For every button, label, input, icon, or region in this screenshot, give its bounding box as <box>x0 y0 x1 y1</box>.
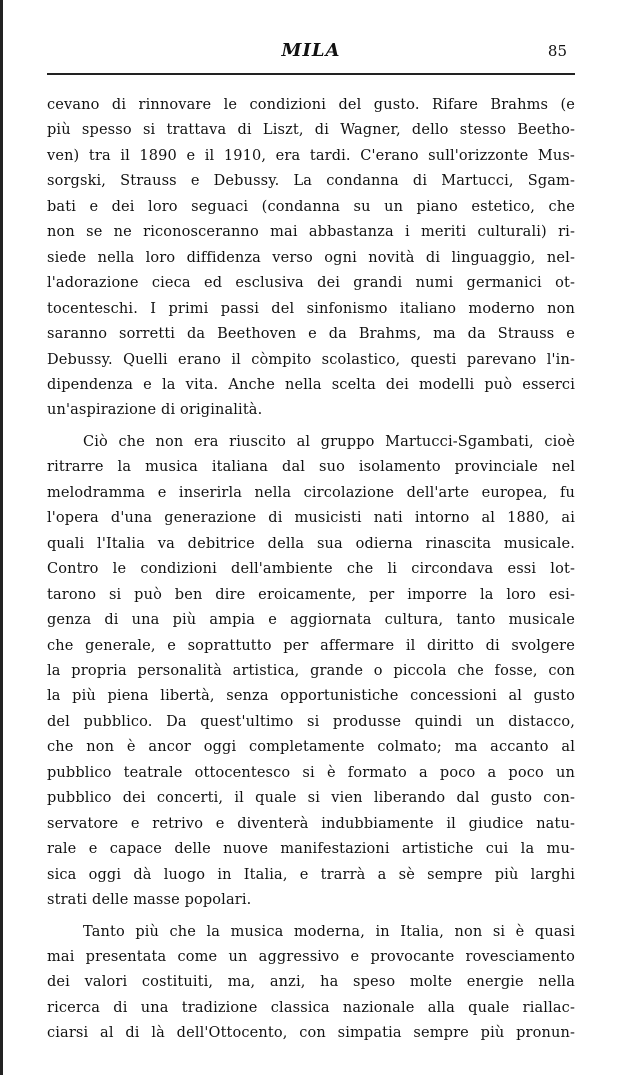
text-line: dei valori costituiti, ma, anzi, ha speso molte energie nella <box>47 974 575 991</box>
text-line: l'opera d'una generazione di musicisti nati intorno al 1880, ai <box>47 510 575 527</box>
paragraph-1 <box>47 93 575 424</box>
text-line: saranno sorretti da Beethoven e da Brahms, ma da Strauss e <box>47 326 575 343</box>
body-text <box>47 93 575 1047</box>
text-line: Tanto più che la musica moderna, in Italia, non si è quasi <box>83 923 575 940</box>
text-line: un'aspirazione di originalità. <box>47 402 263 419</box>
running-head <box>47 40 575 70</box>
text-line: servatore e retrivo e diventerà indubbiamente il giudice natu- <box>47 815 575 832</box>
header-rule <box>47 73 575 75</box>
text-line: tarono si può ben dire eroicamente, per imporre la loro esi- <box>47 586 575 603</box>
text-line: ritrarre la musica italiana dal suo isolamento provinciale nel <box>47 459 575 476</box>
text-line: pubblico teatrale ottocentesco si è formato a poco a poco un <box>47 764 575 781</box>
text-line: sica oggi dà luogo in Italia, e trarrà a sè sempre più larghi <box>47 866 575 883</box>
text-line: ven) tra il 1890 e il 1910, era tardi. C'erano sull'orizzonte Mus- <box>47 147 575 164</box>
running-head-title: MILA <box>281 40 341 61</box>
text-line: più spesso si trattava di Liszt, di Wagner, dello stesso Beetho- <box>47 122 575 139</box>
paragraph-2 <box>47 430 575 914</box>
text-line: dipendenza e la vita. Anche nella scelta dei modelli può esserci <box>47 376 575 393</box>
text-line: la propria personalità artistica, grande o piccola che fosse, con <box>47 662 575 679</box>
text-line: bati e dei loro seguaci (condanna su un piano estetico, che <box>47 198 575 215</box>
text-line: non se ne riconosceranno mai abbastanza i meriti culturali) ri- <box>47 224 575 241</box>
text-line: Ciò che non era riuscito al gruppo Martucci-Sgambati, cioè <box>83 433 575 450</box>
text-line: che non è ancor oggi completamente colmato; ma accanto al <box>47 739 575 756</box>
page-edge <box>0 0 3 1075</box>
text-line: sorgski, Strauss e Debussy. La condanna di Martucci, Sgam- <box>47 173 575 190</box>
text-line: ricerca di una tradizione classica nazionale alla quale riallac- <box>47 999 575 1016</box>
paragraph-3 <box>47 920 575 1047</box>
text-line: strati delle masse popolari. <box>47 892 252 909</box>
text-line: quali l'Italia va debitrice della sua odierna rinascita musicale. <box>47 535 575 552</box>
text-line: ciarsi al di là dell'Ottocento, con simpatia sempre più pronun- <box>47 1025 575 1042</box>
text-line: tocenteschi. I primi passi del sinfonismo italiano moderno non <box>47 300 575 317</box>
text-line: pubblico dei concerti, il quale si vien liberando dal gusto con- <box>47 790 575 807</box>
text-line: mai presentata come un aggressivo e provocante rovesciamento <box>47 948 575 965</box>
text-line: Contro le condizioni dell'ambiente che li circondava essi lot- <box>47 561 575 578</box>
text-line: cevano di rinnovare le condizioni del gusto. Rifare Brahms (e <box>47 97 575 113</box>
text-line: genza di una più ampia e aggiornata cultura, tanto musicale <box>47 612 575 629</box>
text-line: siede nella loro diffidenza verso ogni novità di linguaggio, nel- <box>47 249 575 266</box>
text-line: rale e capace delle nuove manifestazioni artistiche cui la mu- <box>47 841 575 858</box>
text-line: melodramma e inserirla nella circolazione dell'arte europea, fu <box>47 484 575 501</box>
text-line: che generale, e soprattutto per affermare il diritto di svolgere <box>47 637 575 654</box>
text-line: la più piena libertà, senza opportunistiche concessioni al gusto <box>47 688 575 705</box>
text-line: l'adorazione cieca ed esclusiva dei grandi numi germanici ot- <box>47 275 575 292</box>
text-line: del pubblico. Da quest'ultimo si produsse quindi un distacco, <box>47 713 575 730</box>
text-line: Debussy. Quelli erano il còmpito scolastico, questi parevano l'in- <box>47 351 575 368</box>
page-number: 85 <box>547 42 567 60</box>
